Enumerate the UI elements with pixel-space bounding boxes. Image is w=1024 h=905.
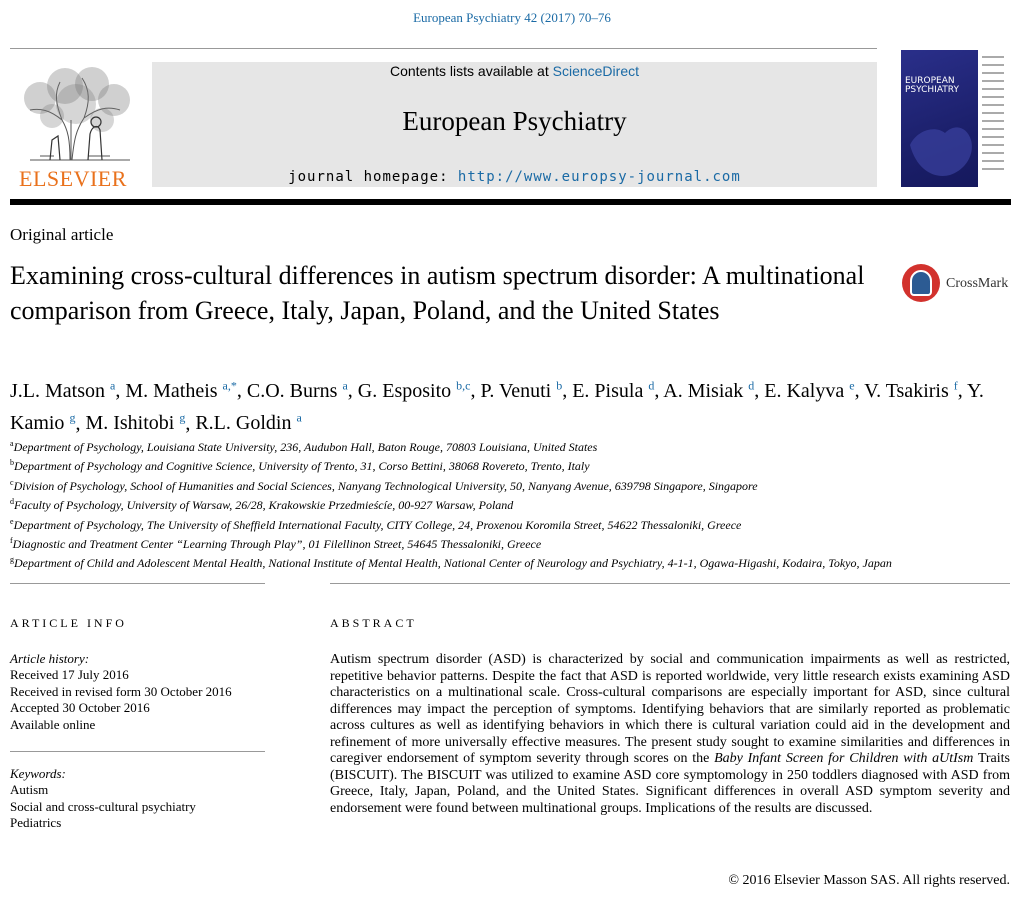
affiliation [10, 533, 1010, 552]
affiliation-text: Department of Child and Adolescent Mental Health, National Institute of Mental Health, National Center of Neurology and Psychiatry, 4-1-1, Ogawa-Higashi, Kodaira, Tokyo, Japan [14, 556, 892, 571]
author[interactable] [195, 412, 301, 434]
homepage-prefix: journal homepage: [288, 169, 458, 185]
journal-cover-thumbnail[interactable] [901, 50, 1008, 187]
author-name[interactable]: Y. Kamio [10, 379, 984, 435]
abstract-header: ABSTRACT [330, 616, 417, 630]
author[interactable] [10, 380, 115, 402]
author-affiliation-marker[interactable]: a,* [222, 378, 237, 392]
affiliation [10, 455, 1010, 474]
author[interactable] [764, 380, 854, 402]
affiliation-text: Faculty of Psychology, University of Warsaw, 26/28, Krakowskie Przedmieścíe, 00-927 Warsaw, Poland [14, 498, 514, 513]
keywords-label: Keywords: [10, 766, 66, 782]
affiliation-key: a [10, 439, 14, 448]
affiliation [10, 514, 1010, 533]
affiliation [10, 552, 1010, 571]
author-name[interactable]: M. Ishitobi [85, 412, 175, 435]
cover-title-line1: EUROPEAN [905, 76, 955, 86]
cover-contents-panel [978, 50, 1008, 187]
header-divider [10, 48, 877, 49]
journal-title: European Psychiatry [402, 106, 627, 136]
author-affiliation-marker[interactable]: g [69, 410, 76, 425]
author-list: J.L. Matson $^a$, M. Matheis $^{a,*}$, C.O. Burns $^a$, G. Esposito $^{b,c}$, P. Venuti $^b$, E. Pisula $^d$, A. Misiak $^d$, E. Kalyva $^e$, V. Tsakiris $^f$, Y. Kamio $^g$, M. Ishitobi $^g$, R.L. Goldin $^a$ [10, 378, 984, 435]
affiliation-key: g [10, 555, 14, 565]
history-item: Accepted 30 October 2016 [10, 700, 150, 716]
author-affiliation-marker[interactable]: b,c [456, 378, 471, 392]
affiliation-text: Division of Psychology, School of Humanities and Social Sciences, Nanyang Technological University, 50, Nanyang Avenue, 639798 Singapore, Singapore [13, 478, 758, 493]
affiliation-key: e [10, 516, 14, 526]
crossmark-icon [902, 264, 940, 302]
affiliation-key: d [10, 497, 14, 507]
author-affiliation-marker[interactable]: b [556, 378, 563, 392]
author-affiliation-marker[interactable]: a [296, 410, 302, 425]
author-name[interactable]: G. Esposito [357, 379, 452, 402]
affiliation-key: f [10, 536, 13, 546]
author[interactable] [572, 380, 654, 402]
abstract-text-part1: Autism spectrum disorder (ASD) is characterized by social and communication impairments as well as restricted, repetitive behavior patterns. Despite the fact that ASD is reported worldwide, very little research exists examining ASD characteristics on a multinational scale. Cross-cultural comparisons are especially important for ASD, since cultural differences may impact the perception of symptoms. Identifying behaviors that are similarly reported as problematic across cultures as well as identifying behaviors in which there is cultural variation could aid in the development and refinement of more universally effective measures. The present study sought to examine similarities and differences in caregiver endorsement of symptom severity through scores on the [330, 652, 1010, 766]
author-affiliation-marker[interactable]: d [648, 378, 655, 392]
author-name[interactable]: E. Kalyva [764, 379, 845, 402]
contents-available-line [152, 63, 877, 79]
author-name[interactable]: E. Pisula [572, 379, 644, 402]
keyword-item: Autism [10, 782, 49, 798]
keyword-item: Social and cross-cultural psychiatry [10, 798, 196, 814]
history-item: Received in revised form 30 October 2016 [10, 683, 232, 699]
abstract-body [330, 652, 1010, 817]
author[interactable] [663, 380, 754, 402]
author-affiliation-marker[interactable]: e [849, 378, 855, 392]
affiliation-text: Department of Psychology and Cognitive Science, University of Trento, 31, Corso Bettini, 38068 Rovereto, Trento, Italy [14, 459, 590, 474]
cover-map-graphic [905, 105, 977, 183]
banner-bottom-rule [10, 199, 1011, 205]
author-affiliation-marker[interactable]: a [342, 378, 348, 392]
affiliation-key: c [10, 477, 14, 487]
author-name[interactable]: M. Matheis [125, 379, 218, 402]
journal-citation[interactable]: European Psychiatry 42 (2017) 70–76 [413, 10, 611, 25]
author-affiliation-marker[interactable]: a [110, 378, 116, 392]
author[interactable] [358, 380, 471, 402]
affiliation-list [10, 436, 1010, 572]
journal-homepage-line [152, 169, 877, 185]
author-affiliation-marker[interactable]: d [748, 378, 755, 392]
author-affiliation-marker[interactable]: g [179, 410, 186, 425]
history-item: Available online [10, 716, 96, 732]
author-affiliation-marker[interactable]: f [953, 378, 958, 392]
article-type: Original article [10, 225, 114, 244]
article-title: Examining cross-cultural differences in autism spectrum disorder: A multinational comparison from Greece, Italy, Japan, Poland, and the United States [10, 261, 865, 325]
author-name[interactable]: A. Misiak [663, 379, 744, 402]
keyword-item: Pediatrics [10, 815, 62, 831]
elsevier-wordmark: ELSEVIER [19, 166, 127, 191]
history-item: Received 17 July 2016 [10, 667, 129, 683]
abstract-divider [330, 583, 1010, 584]
affiliation [10, 436, 1010, 455]
author[interactable] [480, 380, 562, 402]
affiliation-text: Diagnostic and Treatment Center “Learning Through Play”, 01 Filellinon Street, 54645 Thessaloniki, Greece [12, 537, 542, 552]
affiliation-text: Department of Psychology, Louisiana State University, 236, Audubon Hall, Baton Rouge, 70803 Louisiana, United States [13, 440, 598, 454]
author[interactable] [247, 380, 348, 402]
author[interactable] [85, 412, 185, 434]
journal-homepage-link[interactable]: http://www.europsy-journal.com [457, 169, 741, 185]
cover-title [905, 77, 959, 95]
abstract-text-part2: Traits (BISCUIT). The BISCUIT was utilized to examine ASD core symptomology in 250 toddlers diagnosed with ASD from Greece, Italy, Japan, Poland, and the United States. Significant differences in overall ASD symptom severity and endorsement were found between multinational groups. Implications of the results are discussed. [330, 751, 1010, 816]
author-name[interactable]: C.O. Burns [246, 379, 338, 402]
history-label: Article history: [10, 651, 90, 666]
affiliation-text: Department of Psychology, The University of Sheffield International Faculty, CITY College, 24, Proxenou Koromila Street, 54622 Thessaloniki, Greece [13, 517, 742, 532]
article-info-divider [10, 583, 265, 584]
crossmark-label: CrossMark [946, 276, 1009, 291]
author-name[interactable]: P. Venuti [480, 379, 552, 402]
author-name[interactable]: V. Tsakiris [864, 379, 949, 402]
cover-title-line2: PSYCHIATRY [905, 85, 959, 95]
keywords-divider [10, 751, 265, 752]
article-info-header: ARTICLE INFO [10, 616, 127, 630]
author[interactable] [864, 380, 958, 402]
journal-banner [152, 62, 877, 187]
affiliation [10, 475, 1010, 494]
author-name[interactable]: J.L. Matson [10, 379, 105, 402]
crossmark-badge[interactable] [902, 264, 1012, 304]
author[interactable] [125, 380, 237, 402]
contents-prefix: Contents lists available at [389, 63, 553, 79]
sciencedirect-link[interactable]: ScienceDirect [552, 63, 639, 79]
affiliation [10, 494, 1010, 513]
abstract-italic-term: Baby Infant Screen for Children with aUtIsm [714, 751, 974, 766]
affiliation-key: b [10, 458, 14, 468]
article-info-panel [10, 651, 270, 832]
author-name[interactable]: R.L. Goldin [195, 412, 292, 435]
copyright-notice: © 2016 Elsevier Masson SAS. All rights reserved. [728, 873, 1010, 888]
